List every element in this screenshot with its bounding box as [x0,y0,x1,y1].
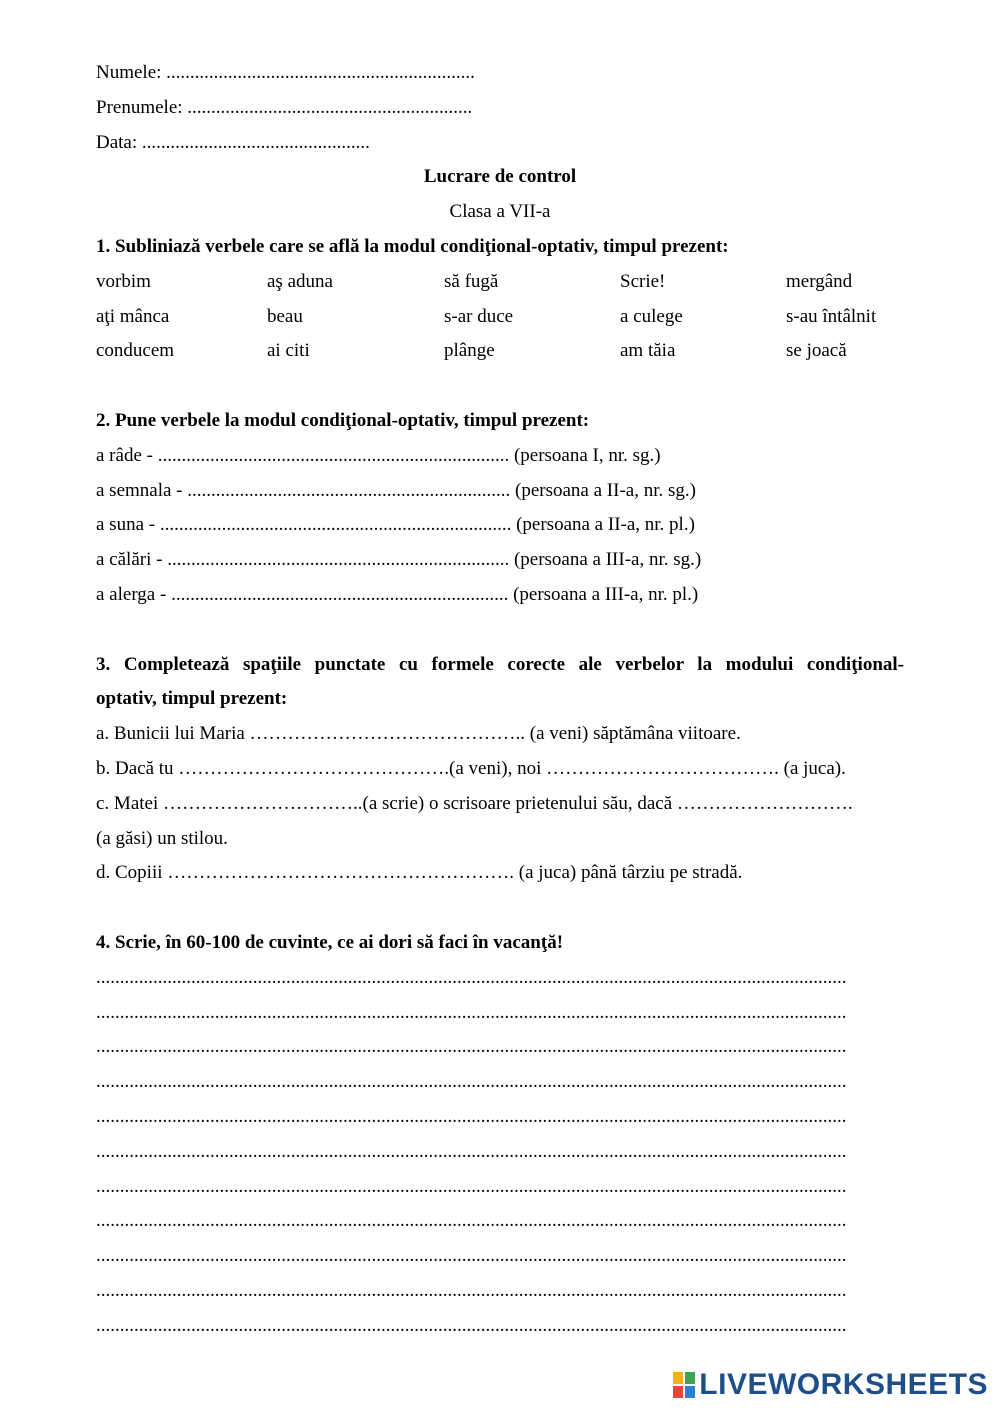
logo-square [685,1372,695,1384]
exercise-2-item[interactable]: a semnala - .................................................................... (persoana a II-a, nr. sg.) [96,479,696,501]
verb-option[interactable]: conducem [96,340,175,362]
spacer [96,613,904,648]
verb-option[interactable]: să fugă [444,270,499,292]
verb-option[interactable]: s-au întâlnit [786,305,877,327]
exercise-2-item[interactable]: a călări - ........................................................................ (persoana a III-a, nr. sg.) [96,549,702,571]
verb-option[interactable]: am tăia [620,340,676,362]
exercise-3-item-b[interactable]: b. Dacă tu …………………………………….(a veni), noi ………………………………. (a juca). [96,757,846,779]
exercise-2-title: 2. Pune verbele la modul condiţional-optativ, timpul prezent: [96,409,590,431]
exercise-4-title: 4. Scrie, în 60-100 de cuvinte, ce ai dori să faci în vacanţă! [96,931,564,953]
writing-line[interactable]: .............................................................................................................................................................. [96,1279,847,1301]
verb-option[interactable]: Scrie! [620,270,666,292]
logo-square [673,1386,683,1398]
writing-line[interactable]: .............................................................................................................................................................. [96,1071,847,1093]
surname-line: Prenumele: ............................................................ [96,96,473,118]
date-line: Data: ................................................ [96,131,370,153]
exercise-3-title: 3. Completează spaţiile punctate cu formele corecte ale verbelor la modului condiţional- [96,653,904,675]
verb-option[interactable]: beau [267,305,303,327]
exercise-3-item-d[interactable]: d. Copiii ………………………………………………. (a juca) până târziu pe stradă. [96,862,743,884]
writing-line[interactable]: .............................................................................................................................................................. [96,1001,847,1023]
verb-row [96,334,904,369]
verb-option[interactable]: vorbim [96,270,151,292]
liveworksheets-brand[interactable] [673,1368,988,1402]
verb-option[interactable]: ai citi [267,340,310,362]
verb-option[interactable]: plânge [444,340,495,362]
verb-option[interactable]: mergând [786,270,853,292]
verb-option[interactable]: a culege [620,305,683,327]
writing-line[interactable]: .............................................................................................................................................................. [96,1036,847,1058]
exercise-3-item-c-cont[interactable]: (a găsi) un stilou. [96,827,228,849]
worksheet-page [96,56,904,1343]
verb-row [96,265,904,300]
verb-option[interactable]: se joacă [786,340,847,362]
verb-row [96,300,904,335]
spacer [96,369,904,404]
verb-option[interactable]: aş aduna [267,270,333,292]
exercise-3-item-c[interactable]: c. Matei …………………………..(a scrie) o scrisoare prietenului său, dacă ………………………. [96,792,853,814]
exercise-2-item[interactable]: a suna - .......................................................................... (persoana a II-a, nr. pl.) [96,514,695,536]
exercise-3-item-a[interactable]: a. Bunicii lui Maria …………………………………….. (a veni) săptămâna viitoare. [96,723,741,745]
verb-option[interactable]: aţi mânca [96,305,170,327]
verb-option[interactable]: s-ar duce [444,305,514,327]
exercise-1-verb-grid [96,265,904,369]
writing-line[interactable]: .............................................................................................................................................................. [96,1314,847,1336]
writing-line[interactable]: .............................................................................................................................................................. [96,1210,847,1232]
writing-line[interactable]: .............................................................................................................................................................. [96,1140,847,1162]
name-line: Numele: ................................................................. [96,62,475,83]
writing-line[interactable]: .............................................................................................................................................................. [96,1105,847,1127]
exercise-1-title: 1. Subliniază verbele care se află la modul condiţional-optativ, timpul prezent: [96,235,729,257]
logo-square [673,1372,683,1384]
brand-text: LIVEWORKSHEETS [699,1368,988,1401]
exercise-3-title-cont: optativ, timpul prezent: [96,688,288,710]
writing-line[interactable]: .............................................................................................................................................................. [96,1245,847,1267]
writing-line[interactable]: .............................................................................................................................................................. [96,1175,847,1197]
liveworksheets-logo-icon [673,1372,695,1398]
writing-line[interactable]: .............................................................................................................................................................. [96,966,847,988]
logo-square [685,1386,695,1398]
exercise-2-item[interactable]: a alerga - ....................................................................... (persoana a III-a, nr. pl.) [96,583,699,605]
exercise-2-item[interactable]: a râde - .......................................................................... (persoana I, nr. sg.) [96,444,661,466]
page-subtitle: Clasa a VII-a [449,201,551,223]
page-title: Lucrare de control [423,166,577,188]
spacer [96,891,904,926]
